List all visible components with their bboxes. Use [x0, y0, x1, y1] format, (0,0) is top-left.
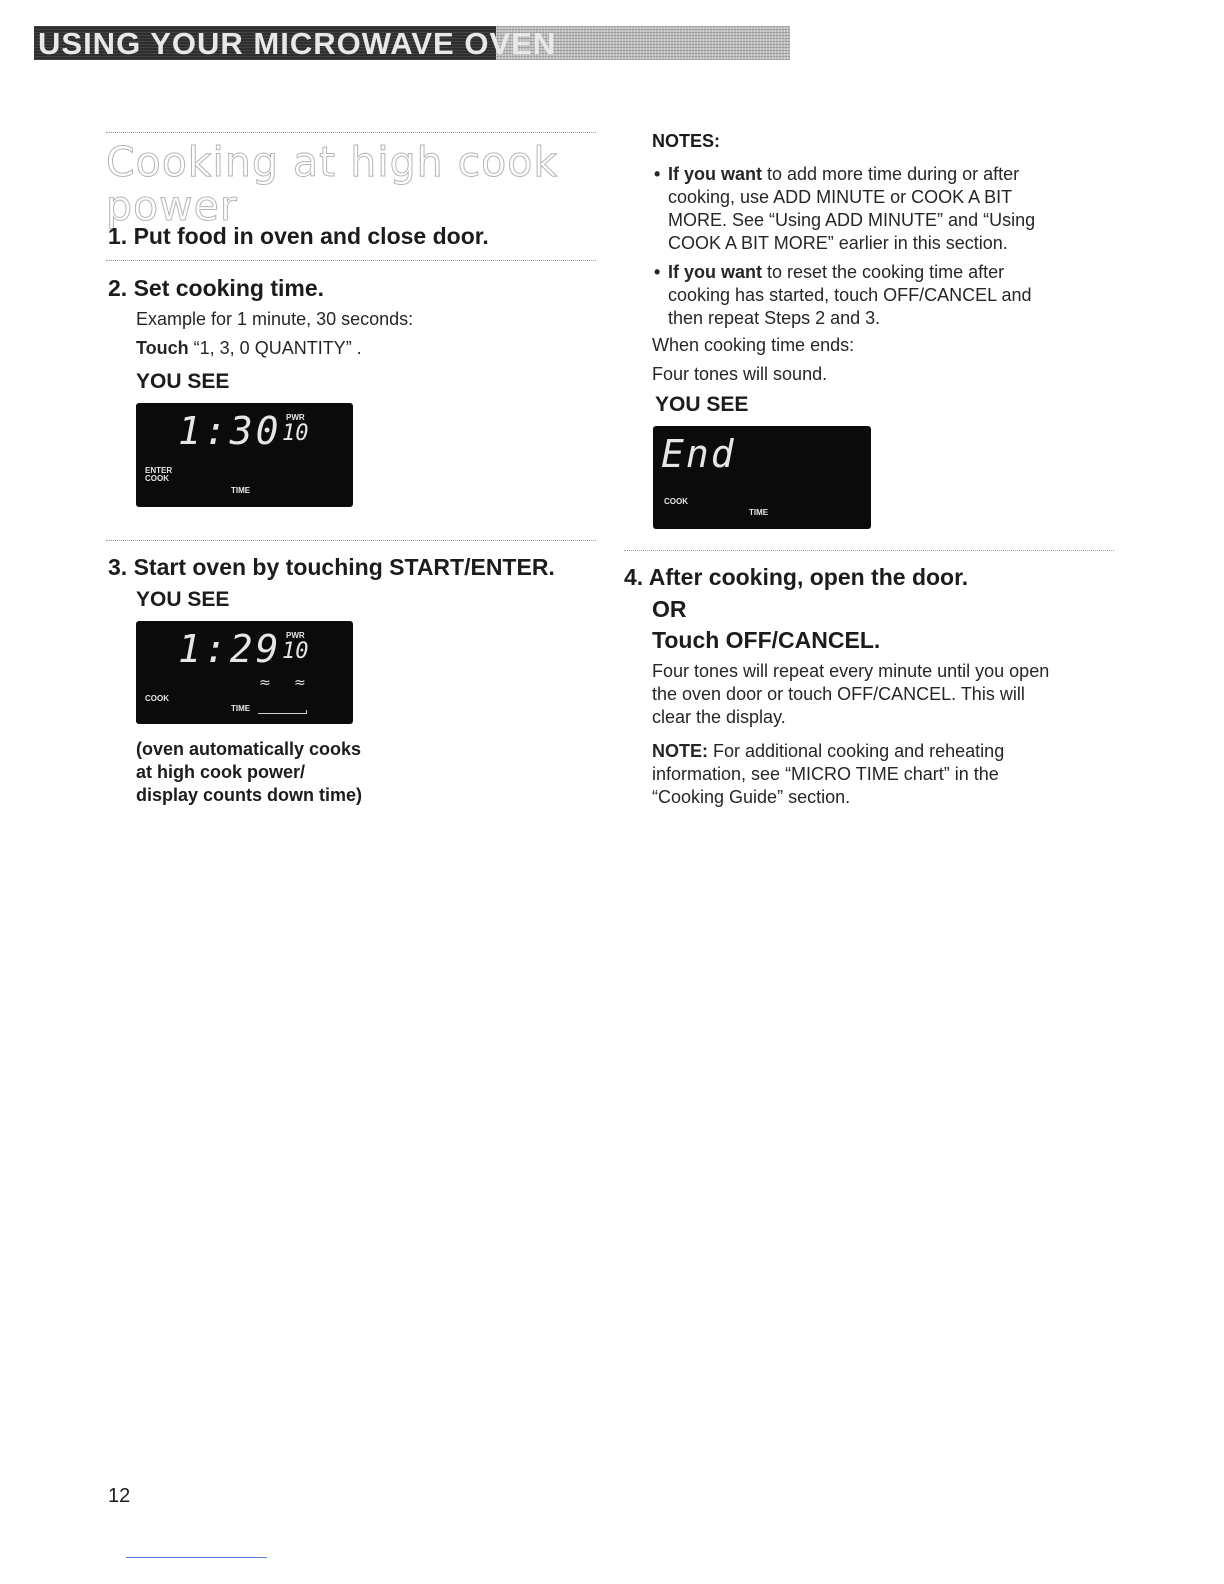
note-line: to reset the cooking time after: [762, 262, 1005, 282]
step-4-touch: Touch OFF/CANCEL.: [652, 627, 881, 653]
footer-line: [126, 1557, 267, 1558]
oven-display: [653, 426, 871, 529]
step-4-or: OR: [652, 596, 687, 622]
note-line: MORE. See “Using ADD MINUTE” and “Using: [668, 210, 1036, 230]
countdown-bracket: [258, 710, 307, 714]
section-title: Cooking at high cook power: [106, 138, 559, 230]
time-label: TIME: [231, 704, 251, 713]
heat-wave-icon: ≈: [259, 675, 271, 691]
note-lead: If you want: [668, 164, 762, 184]
step-4-description: [652, 660, 1049, 729]
header-title: USING YOUR MICROWAVE OVEN: [38, 26, 557, 61]
step-4-note: [652, 740, 1004, 809]
note-line: information, see “MICRO TIME chart” in the: [652, 764, 999, 784]
heat-wave-icon: ≈: [294, 675, 306, 691]
touch-keys: “1, 3, 0 QUANTITY” .: [188, 338, 362, 358]
when-ends-text: When cooking time ends:: [652, 335, 855, 355]
cook-label: COOK: [145, 474, 169, 483]
bullet-icon: •: [654, 262, 661, 282]
page-number: 12: [108, 1485, 131, 1507]
caption-line: at high cook power/: [136, 762, 306, 782]
divider: [624, 550, 1114, 551]
pwr-label: PWR: [286, 631, 305, 640]
cook-label: COOK: [664, 497, 688, 506]
you-see-label: YOU SEE: [136, 588, 230, 611]
note-item: [654, 261, 1128, 330]
four-tones-text: Four tones will sound.: [652, 364, 828, 384]
cook-label: COOK: [145, 694, 169, 703]
time-label: TIME: [749, 508, 769, 517]
notes-title: NOTES:: [652, 131, 721, 151]
note-line: then repeat Steps 2 and 3.: [668, 308, 881, 328]
display-end: End: [661, 432, 736, 476]
display-time: 1:30: [178, 409, 282, 453]
caption-line: (oven automatically cooks: [136, 739, 362, 759]
time-label: TIME: [231, 486, 251, 495]
note-line: COOK A BIT MORE” earlier in this section.: [668, 233, 1008, 253]
note-line: “Cooking Guide” section.: [652, 787, 851, 807]
note-line: cooking, use ADD MINUTE or COOK A BIT: [668, 187, 1013, 207]
note-item: [654, 163, 1128, 255]
display-power: 10: [282, 639, 309, 664]
note-line: cooking has started, touch OFF/CANCEL and: [668, 285, 1032, 305]
desc-line: clear the display.: [652, 707, 786, 727]
step-2-touch: [136, 337, 362, 360]
divider: [106, 540, 596, 541]
pwr-label: PWR: [286, 413, 305, 422]
you-see-label: YOU SEE: [655, 393, 749, 416]
bullet-icon: •: [654, 164, 661, 184]
step-3-caption: [136, 738, 362, 807]
note-lead: If you want: [668, 262, 762, 282]
step-3-title: 3. Start oven by touching START/ENTER.: [108, 554, 555, 580]
enter-label: ENTER: [145, 466, 173, 475]
oven-display: [136, 403, 353, 507]
you-see-label: YOU SEE: [136, 370, 230, 393]
oven-display: [136, 621, 353, 724]
desc-line: the oven door or touch OFF/CANCEL. This will: [652, 684, 1025, 704]
desc-line: Four tones will repeat every minute until you open: [652, 661, 1050, 681]
display-power: 10: [282, 421, 309, 446]
touch-label: Touch: [136, 338, 189, 358]
display-time: 1:29: [178, 627, 282, 671]
step-4-title: 4. After cooking, open the door.: [624, 564, 969, 590]
note-line: For additional cooking and reheating: [708, 741, 1005, 761]
note-label: NOTE:: [652, 741, 708, 761]
caption-line: display counts down time): [136, 785, 363, 805]
step-2-example: Example for 1 minute, 30 seconds:: [136, 309, 414, 329]
divider: [106, 260, 596, 261]
step-2-title: 2. Set cooking time.: [108, 275, 324, 301]
divider: [106, 132, 596, 133]
step-1-title: 1. Put food in oven and close door.: [108, 223, 489, 249]
note-line: to add more time during or after: [762, 164, 1020, 184]
